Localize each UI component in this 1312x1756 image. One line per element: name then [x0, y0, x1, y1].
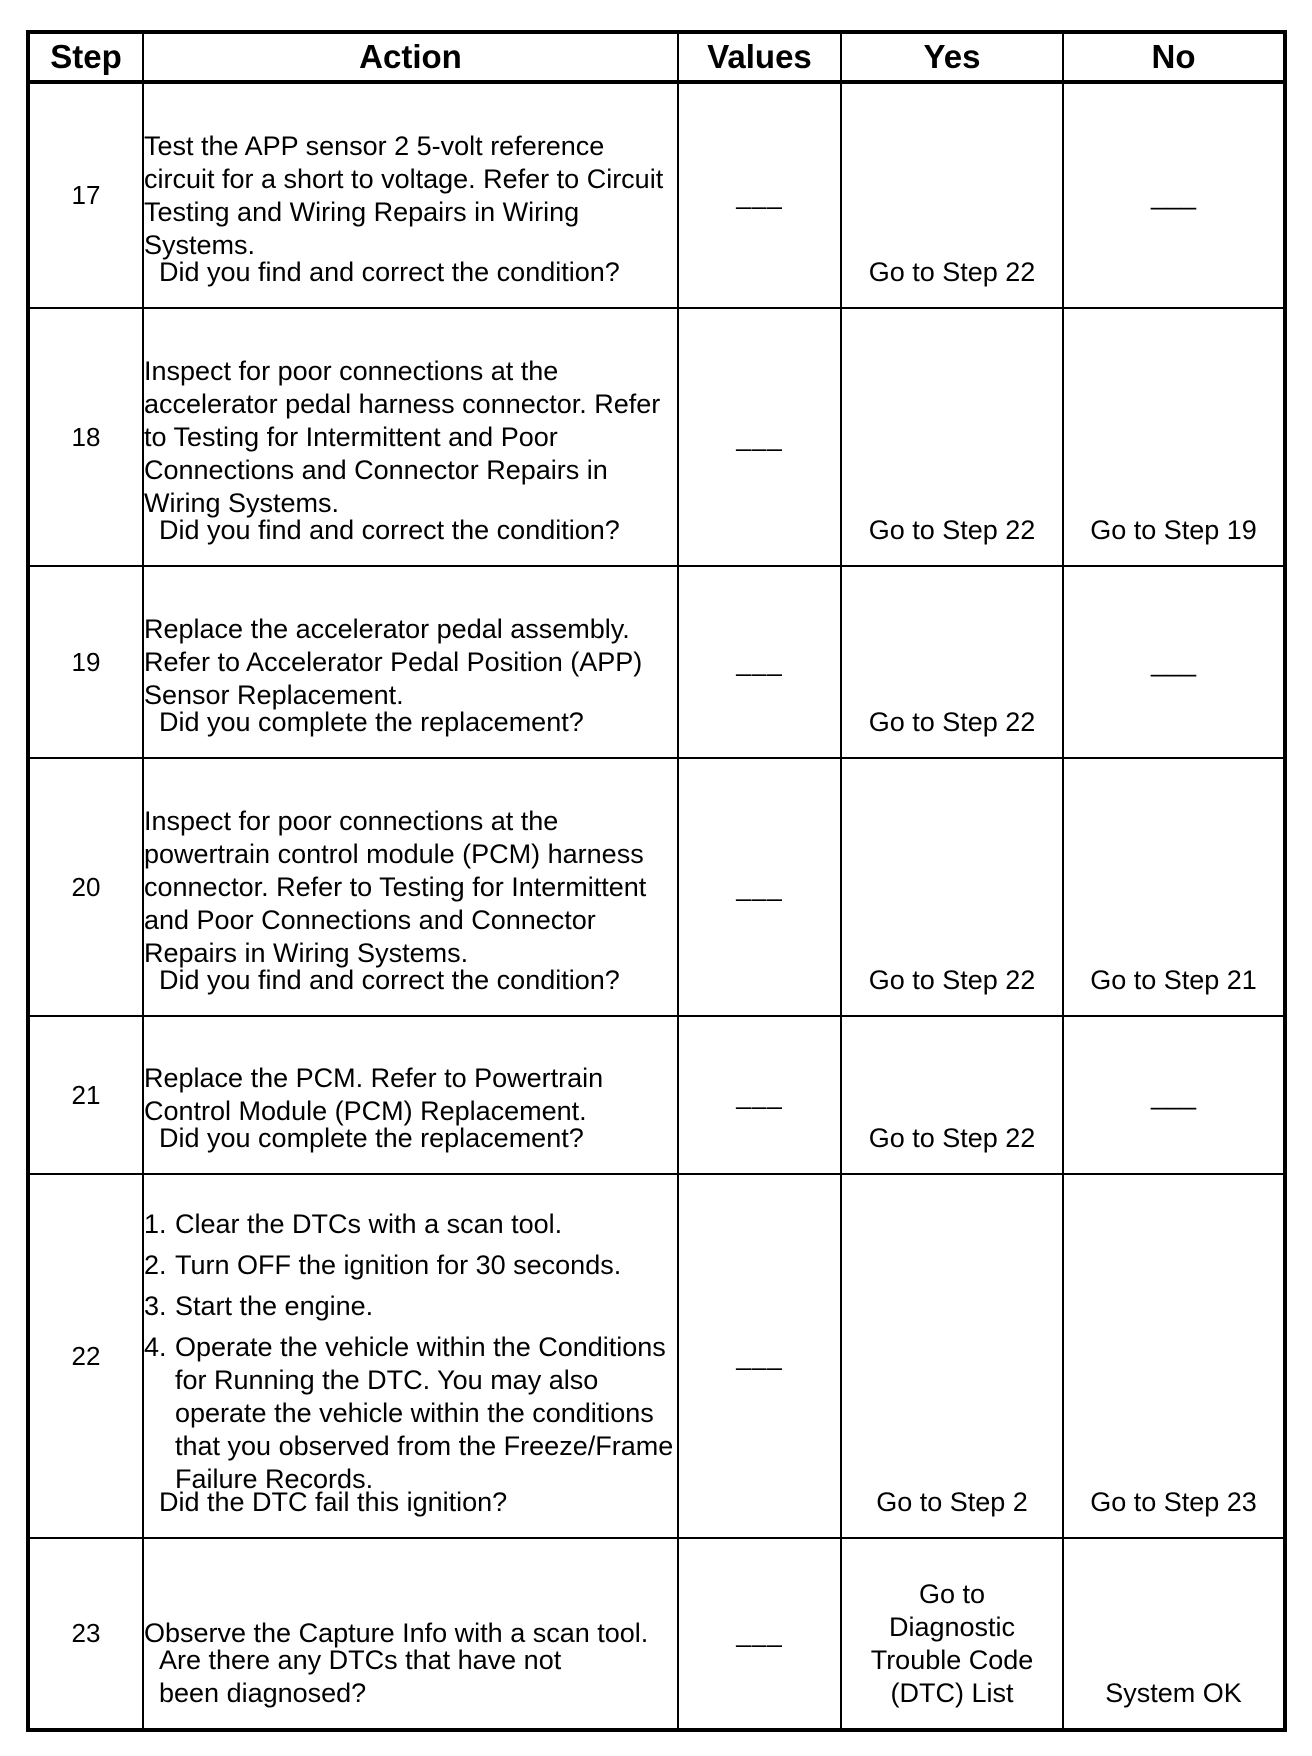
- action-cell: [143, 1016, 678, 1174]
- step-number: 23: [28, 1538, 143, 1730]
- step-number: 17: [28, 82, 143, 308]
- values-cell: ___: [678, 1016, 841, 1174]
- header-values: Values: [678, 32, 841, 82]
- header-step: Step: [28, 32, 143, 82]
- step-number: 22: [28, 1174, 143, 1538]
- action-cell: [143, 1538, 678, 1730]
- step-number: 20: [28, 758, 143, 1016]
- action-cell: [143, 758, 678, 1016]
- list-item: [144, 1249, 677, 1282]
- yes-cell: [841, 82, 1063, 308]
- list-item: [144, 1208, 677, 1241]
- header-row: [28, 32, 1285, 82]
- yes-result: Go to Diagnostic Trouble Code (DTC) List: [870, 1579, 1034, 1708]
- table-row: [28, 1016, 1285, 1174]
- no-result: ___: [1150, 180, 1197, 210]
- action-question: Did you find and correct the condition?: [159, 965, 620, 995]
- yes-cell: [841, 1174, 1063, 1538]
- yes-result: Go to Step 2: [876, 1487, 1028, 1517]
- list-item-number: 1.: [144, 1209, 167, 1239]
- table-row: [28, 308, 1285, 566]
- yes-result: Go to Step 22: [868, 257, 1036, 287]
- list-item-number: 2.: [144, 1250, 167, 1280]
- no-cell: [1063, 758, 1285, 1016]
- action-cell: [143, 308, 678, 566]
- action-text: Inspect for poor connections at the accelerator pedal harness connector. Refer to Testing for Intermittent and Poor Connections and Connector Repairs in Wiring Systems.: [144, 355, 661, 518]
- no-result: System OK: [1105, 1678, 1242, 1708]
- list-item: [144, 1331, 677, 1496]
- list-item-number: 3.: [144, 1291, 167, 1321]
- action-question: Did you complete the replacement?: [159, 707, 584, 737]
- no-result: Go to Step 19: [1090, 515, 1257, 545]
- action-text: Replace the accelerator pedal assembly. Refer to Accelerator Pedal Position (APP) Sensor Replacement.: [144, 613, 643, 710]
- yes-result: Go to Step 22: [868, 707, 1036, 737]
- list-item-number: 4.: [144, 1332, 167, 1362]
- no-cell: [1063, 1016, 1285, 1174]
- action-text: Replace the PCM. Refer to Powertrain Control Module (PCM) Replacement.: [144, 1063, 604, 1126]
- action-text: Inspect for poor connections at the powertrain control module (PCM) harness connector. Refer to Testing for Intermittent and Poor Connections and Connector Repairs in Wiring Systems.: [144, 805, 647, 968]
- yes-result: Go to Step 22: [868, 965, 1036, 995]
- step-number: 19: [28, 566, 143, 758]
- action-question: Did you find and correct the condition?: [159, 257, 620, 287]
- no-cell: [1063, 82, 1285, 308]
- no-cell: [1063, 1174, 1285, 1538]
- action-question: Are there any DTCs that have not been diagnosed?: [159, 1645, 562, 1708]
- action-question: Did you find and correct the condition?: [159, 515, 620, 545]
- list-item: [144, 1290, 677, 1323]
- step-number: 21: [28, 1016, 143, 1174]
- step-number: 18: [28, 308, 143, 566]
- values-cell: ___: [678, 758, 841, 1016]
- action-text: Observe the Capture Info with a scan tool.: [144, 1618, 649, 1648]
- no-cell: [1063, 1538, 1285, 1730]
- table-row: [28, 1174, 1285, 1538]
- yes-cell: [841, 308, 1063, 566]
- header-action: Action: [143, 32, 678, 82]
- table-row: [28, 82, 1285, 308]
- yes-cell: [841, 758, 1063, 1016]
- values-cell: ___: [678, 82, 841, 308]
- table-row: [28, 758, 1285, 1016]
- list-item-text: Clear the DTCs with a scan tool.: [175, 1209, 563, 1239]
- yes-cell: [841, 1538, 1063, 1730]
- header-yes: Yes: [841, 32, 1063, 82]
- action-cell: [143, 1174, 678, 1538]
- yes-cell: [841, 566, 1063, 758]
- table-row: [28, 1538, 1285, 1730]
- action-question: Did you complete the replacement?: [159, 1123, 584, 1153]
- no-cell: [1063, 566, 1285, 758]
- yes-result: Go to Step 22: [868, 1123, 1036, 1153]
- yes-cell: [841, 1016, 1063, 1174]
- action-text: Test the APP sensor 2 5-volt reference circuit for a short to voltage. Refer to Circuit Testing and Wiring Repairs in Wiring Systems.: [144, 130, 664, 260]
- action-cell: [143, 82, 678, 308]
- no-result: ___: [1150, 646, 1197, 677]
- diagnostic-table: [26, 30, 1287, 1732]
- header-no: No: [1063, 32, 1285, 82]
- action-question: Did the DTC fail this ignition?: [159, 1487, 508, 1517]
- list-item-text: Start the engine.: [175, 1291, 374, 1321]
- list-item-text: Turn OFF the ignition for 30 seconds.: [175, 1250, 622, 1280]
- procedure-list: [144, 1208, 677, 1496]
- values-cell: ___: [678, 1174, 841, 1538]
- no-result: Go to Step 21: [1090, 965, 1257, 995]
- no-result: Go to Step 23: [1090, 1487, 1257, 1517]
- no-cell: [1063, 308, 1285, 566]
- list-item-text: Operate the vehicle within the Conditions for Running the DTC. You may also operate the vehicle within the conditions that you observed from the Freeze/Frame Failure Records.: [175, 1332, 674, 1494]
- action-cell: [143, 566, 678, 758]
- values-cell: ___: [678, 308, 841, 566]
- no-result: ___: [1150, 1079, 1197, 1110]
- table-row: [28, 566, 1285, 758]
- values-cell: ___: [678, 1538, 841, 1730]
- values-cell: ___: [678, 566, 841, 758]
- yes-result: Go to Step 22: [868, 515, 1036, 545]
